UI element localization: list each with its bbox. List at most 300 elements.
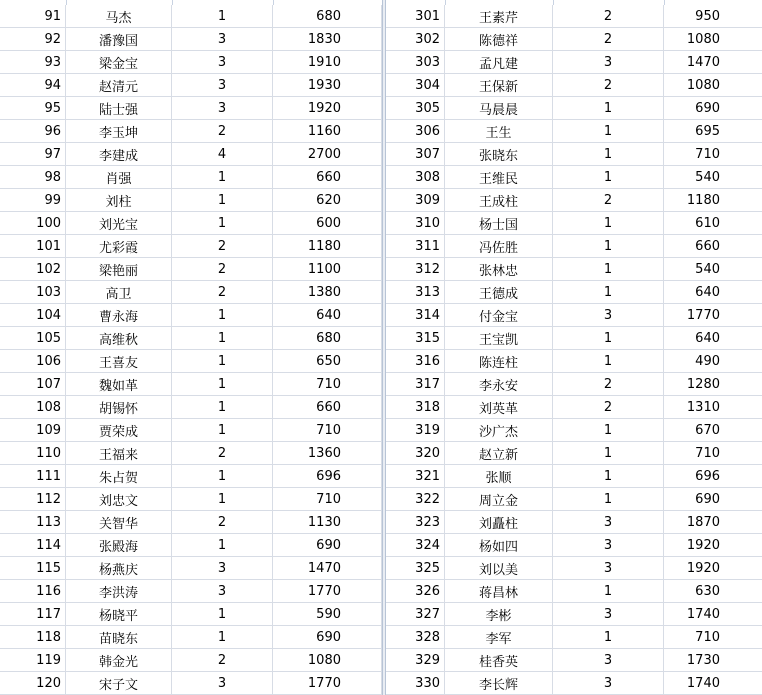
amount-cell[interactable]: 600 xyxy=(273,212,382,234)
amount-cell[interactable]: 1910 xyxy=(273,51,382,73)
table-row xyxy=(386,74,762,97)
name-cell[interactable]: 王福来 xyxy=(66,442,172,464)
table-row xyxy=(0,603,382,626)
name-cell[interactable]: 赵立新 xyxy=(445,442,553,464)
table-row xyxy=(386,327,762,350)
name-cell[interactable]: 刘光宝 xyxy=(66,212,172,234)
amount-cell[interactable]: 1080 xyxy=(686,77,720,93)
name-cell[interactable]: 刘英革 xyxy=(445,396,553,418)
table-row xyxy=(0,166,382,189)
count-cell[interactable]: 3 xyxy=(553,51,664,73)
count-cell[interactable]: 1 xyxy=(172,373,273,395)
row-id-cell[interactable]: 115 xyxy=(0,557,66,579)
name-cell[interactable]: 张林忠 xyxy=(445,258,553,280)
count-cell[interactable]: 2 xyxy=(553,373,664,395)
amount-cell[interactable]: 696 xyxy=(695,468,720,484)
count-cell[interactable]: 1 xyxy=(553,97,664,119)
amount-cell[interactable]: 1280 xyxy=(686,376,720,392)
name-cell[interactable]: 陆士强 xyxy=(66,97,172,119)
name-cell[interactable]: 冯佐胜 xyxy=(445,235,553,257)
table-row xyxy=(0,5,382,28)
row-id-cell[interactable]: 323 xyxy=(386,511,445,533)
count-cell[interactable]: 1 xyxy=(172,189,273,211)
table-row xyxy=(386,649,762,672)
count-cell[interactable]: 1 xyxy=(172,465,273,487)
count-cell[interactable]: 1 xyxy=(553,488,664,510)
count-cell[interactable]: 2 xyxy=(553,396,664,418)
table-row xyxy=(386,212,762,235)
row-id-cell[interactable]: 301 xyxy=(386,5,445,27)
row-id-cell[interactable]: 93 xyxy=(0,51,66,73)
table-row xyxy=(386,465,762,488)
name-cell[interactable]: 朱占贺 xyxy=(66,465,172,487)
row-id-cell[interactable]: 316 xyxy=(386,350,445,372)
name-cell[interactable]: 曹永海 xyxy=(66,304,172,326)
table-row xyxy=(386,557,762,580)
row-id-cell[interactable]: 313 xyxy=(386,281,445,303)
row-id-cell[interactable]: 116 xyxy=(0,580,66,602)
row-id-cell[interactable]: 111 xyxy=(0,465,66,487)
table-row xyxy=(386,189,762,212)
table-row xyxy=(0,28,382,51)
table-row xyxy=(0,120,382,143)
count-cell[interactable]: 1 xyxy=(172,488,273,510)
count-cell[interactable]: 1 xyxy=(553,465,664,487)
name-cell[interactable]: 张晓东 xyxy=(445,143,553,165)
count-cell[interactable]: 1 xyxy=(172,212,273,234)
amount-cell[interactable]: 1740 xyxy=(686,606,720,622)
row-id-cell[interactable]: 91 xyxy=(0,5,66,27)
count-cell[interactable]: 3 xyxy=(553,672,664,694)
name-cell[interactable]: 王德成 xyxy=(445,281,553,303)
name-cell[interactable]: 刘矗柱 xyxy=(445,511,553,533)
count-cell[interactable]: 1 xyxy=(172,419,273,441)
table-row xyxy=(386,419,762,442)
amount-cell[interactable]: 1160 xyxy=(273,120,382,142)
name-cell[interactable]: 胡锡怀 xyxy=(66,396,172,418)
count-cell[interactable]: 2 xyxy=(553,74,664,96)
table-row xyxy=(386,258,762,281)
table-row xyxy=(0,327,382,350)
amount-cell[interactable]: 590 xyxy=(273,603,382,625)
table-row xyxy=(0,212,382,235)
table-row xyxy=(386,672,762,695)
name-cell[interactable]: 梁金宝 xyxy=(66,51,172,73)
count-cell[interactable]: 3 xyxy=(553,304,664,326)
table-row xyxy=(0,672,382,695)
table-row xyxy=(0,97,382,120)
table-row xyxy=(386,373,762,396)
name-cell[interactable]: 陈连柱 xyxy=(445,350,553,372)
row-id-cell[interactable]: 310 xyxy=(386,212,445,234)
count-cell[interactable]: 3 xyxy=(172,28,273,50)
count-cell[interactable]: 3 xyxy=(172,51,273,73)
name-cell[interactable]: 李永安 xyxy=(445,373,553,395)
amount-cell[interactable]: 690 xyxy=(695,491,720,507)
table-row xyxy=(0,51,382,74)
row-id-cell[interactable]: 119 xyxy=(0,649,66,671)
row-id-cell[interactable]: 117 xyxy=(0,603,66,625)
table-row xyxy=(386,28,762,51)
amount-cell[interactable]: 1380 xyxy=(273,281,382,303)
amount-cell[interactable]: 680 xyxy=(273,5,382,27)
count-cell[interactable]: 1 xyxy=(172,396,273,418)
table-row xyxy=(386,396,762,419)
amount-cell[interactable]: 1180 xyxy=(273,235,382,257)
count-cell[interactable]: 1 xyxy=(172,534,273,556)
table-row xyxy=(0,511,382,534)
amount-cell[interactable]: 490 xyxy=(695,353,720,369)
table-row xyxy=(0,580,382,603)
amount-cell[interactable]: 1770 xyxy=(273,580,382,602)
table-row xyxy=(0,304,382,327)
table-row xyxy=(386,166,762,189)
amount-cell[interactable]: 1770 xyxy=(273,672,382,694)
name-cell[interactable]: 孟凡建 xyxy=(445,51,553,73)
count-cell[interactable]: 1 xyxy=(553,281,664,303)
row-id-cell[interactable]: 311 xyxy=(386,235,445,257)
row-id-cell[interactable]: 303 xyxy=(386,51,445,73)
count-cell[interactable]: 1 xyxy=(553,258,664,280)
row-id-cell[interactable]: 312 xyxy=(386,258,445,280)
count-cell[interactable]: 1 xyxy=(553,580,664,602)
amount-cell[interactable]: 1080 xyxy=(273,649,382,671)
name-cell[interactable]: 高维秋 xyxy=(66,327,172,349)
table-row xyxy=(386,304,762,327)
name-cell[interactable]: 刘以美 xyxy=(445,557,553,579)
table-row xyxy=(0,373,382,396)
count-cell[interactable]: 3 xyxy=(172,557,273,579)
row-id-cell[interactable]: 113 xyxy=(0,511,66,533)
name-cell[interactable]: 沙广杰 xyxy=(445,419,553,441)
count-cell[interactable]: 1 xyxy=(172,350,273,372)
amount-cell[interactable]: 1920 xyxy=(686,560,720,576)
row-id-cell[interactable]: 103 xyxy=(0,281,66,303)
row-id-cell[interactable]: 96 xyxy=(0,120,66,142)
row-id-cell[interactable]: 305 xyxy=(386,97,445,119)
table-row xyxy=(0,235,382,258)
name-cell[interactable]: 宋子文 xyxy=(66,672,172,694)
count-cell[interactable]: 2 xyxy=(172,442,273,464)
amount-cell[interactable]: 710 xyxy=(273,419,382,441)
name-cell[interactable]: 赵清元 xyxy=(66,74,172,96)
amount-cell[interactable]: 1730 xyxy=(686,652,720,668)
amount-cell[interactable]: 1920 xyxy=(686,537,720,553)
table-row xyxy=(0,350,382,373)
count-cell[interactable]: 3 xyxy=(172,672,273,694)
row-id-cell[interactable]: 307 xyxy=(386,143,445,165)
amount-cell[interactable]: 660 xyxy=(695,238,720,254)
table-row xyxy=(0,488,382,511)
count-cell[interactable]: 2 xyxy=(172,258,273,280)
amount-cell[interactable]: 710 xyxy=(273,373,382,395)
row-id-cell[interactable]: 314 xyxy=(386,304,445,326)
amount-cell[interactable]: 690 xyxy=(273,626,382,648)
name-cell[interactable]: 王维民 xyxy=(445,166,553,188)
row-id-cell[interactable]: 120 xyxy=(0,672,66,694)
row-id-cell[interactable]: 92 xyxy=(0,28,66,50)
name-cell[interactable]: 王生 xyxy=(445,120,553,142)
amount-cell[interactable]: 2700 xyxy=(273,143,382,165)
amount-cell[interactable]: 640 xyxy=(273,304,382,326)
name-cell[interactable]: 尤彩霞 xyxy=(66,235,172,257)
row-id-cell[interactable]: 95 xyxy=(0,97,66,119)
row-id-cell[interactable]: 105 xyxy=(0,327,66,349)
name-cell[interactable]: 高卫 xyxy=(66,281,172,303)
row-id-cell[interactable]: 322 xyxy=(386,488,445,510)
name-cell[interactable]: 潘豫国 xyxy=(66,28,172,50)
name-cell[interactable]: 王素芹 xyxy=(445,5,553,27)
name-cell[interactable]: 蒋昌林 xyxy=(445,580,553,602)
row-id-cell[interactable]: 100 xyxy=(0,212,66,234)
row-id-cell[interactable]: 118 xyxy=(0,626,66,648)
name-cell[interactable]: 李彬 xyxy=(445,603,553,625)
count-cell[interactable]: 1 xyxy=(172,304,273,326)
name-cell[interactable]: 李长辉 xyxy=(445,672,553,694)
name-cell[interactable]: 李洪涛 xyxy=(66,580,172,602)
name-cell[interactable]: 李建成 xyxy=(66,143,172,165)
name-cell[interactable]: 梁艳丽 xyxy=(66,258,172,280)
amount-cell[interactable]: 1770 xyxy=(686,307,720,323)
count-cell[interactable]: 1 xyxy=(553,350,664,372)
table-row xyxy=(386,534,762,557)
row-id-cell[interactable]: 319 xyxy=(386,419,445,441)
name-cell[interactable]: 杨士国 xyxy=(445,212,553,234)
amount-cell[interactable]: 540 xyxy=(695,261,720,277)
count-cell[interactable]: 1 xyxy=(553,442,664,464)
row-id-cell[interactable]: 306 xyxy=(386,120,445,142)
row-id-cell[interactable]: 317 xyxy=(386,373,445,395)
amount-cell[interactable]: 1740 xyxy=(686,675,720,691)
count-cell[interactable]: 3 xyxy=(172,97,273,119)
name-cell[interactable]: 张殿海 xyxy=(66,534,172,556)
count-cell[interactable]: 1 xyxy=(553,626,664,648)
name-cell[interactable]: 陈德祥 xyxy=(445,28,553,50)
table-row xyxy=(386,5,762,28)
amount-cell[interactable]: 640 xyxy=(695,284,720,300)
amount-cell[interactable]: 670 xyxy=(695,422,720,438)
count-cell[interactable]: 4 xyxy=(172,143,273,165)
row-id-cell[interactable]: 106 xyxy=(0,350,66,372)
count-cell[interactable]: 2 xyxy=(172,281,273,303)
amount-cell[interactable]: 695 xyxy=(695,123,720,139)
amount-cell[interactable]: 1920 xyxy=(273,97,382,119)
table-row xyxy=(386,51,762,74)
row-id-cell[interactable]: 99 xyxy=(0,189,66,211)
count-cell[interactable]: 1 xyxy=(553,327,664,349)
name-cell[interactable]: 周立金 xyxy=(445,488,553,510)
table-row xyxy=(0,258,382,281)
table-row xyxy=(386,511,762,534)
row-id-cell[interactable]: 107 xyxy=(0,373,66,395)
count-cell[interactable]: 2 xyxy=(172,511,273,533)
name-cell[interactable]: 贾荣成 xyxy=(66,419,172,441)
row-id-cell[interactable]: 308 xyxy=(386,166,445,188)
row-id-cell[interactable]: 327 xyxy=(386,603,445,625)
name-cell[interactable]: 杨如四 xyxy=(445,534,553,556)
row-id-cell[interactable]: 326 xyxy=(386,580,445,602)
amount-cell[interactable]: 620 xyxy=(273,189,382,211)
count-cell[interactable]: 1 xyxy=(553,212,664,234)
count-cell[interactable]: 3 xyxy=(553,649,664,671)
count-cell[interactable]: 1 xyxy=(172,626,273,648)
row-id-cell[interactable]: 104 xyxy=(0,304,66,326)
table-row xyxy=(386,143,762,166)
table-row xyxy=(0,442,382,465)
name-cell[interactable]: 王保新 xyxy=(445,74,553,96)
table-row xyxy=(386,488,762,511)
table-row xyxy=(386,97,762,120)
count-cell[interactable]: 3 xyxy=(553,511,664,533)
row-id-cell[interactable]: 315 xyxy=(386,327,445,349)
table-row xyxy=(0,534,382,557)
amount-cell[interactable]: 710 xyxy=(695,629,720,645)
row-id-cell[interactable]: 94 xyxy=(0,74,66,96)
name-cell[interactable]: 魏如革 xyxy=(66,373,172,395)
table-row xyxy=(0,396,382,419)
row-id-cell[interactable]: 108 xyxy=(0,396,66,418)
amount-cell[interactable]: 660 xyxy=(273,396,382,418)
row-id-cell[interactable]: 321 xyxy=(386,465,445,487)
count-cell[interactable]: 1 xyxy=(553,235,664,257)
amount-cell[interactable]: 1830 xyxy=(273,28,382,50)
count-cell[interactable]: 1 xyxy=(172,327,273,349)
amount-cell[interactable]: 1100 xyxy=(273,258,382,280)
table-row xyxy=(386,350,762,373)
count-cell[interactable]: 3 xyxy=(172,580,273,602)
amount-cell[interactable]: 650 xyxy=(273,350,382,372)
name-cell[interactable]: 桂香英 xyxy=(445,649,553,671)
count-cell[interactable]: 3 xyxy=(553,557,664,579)
row-id-cell[interactable]: 110 xyxy=(0,442,66,464)
amount-cell[interactable]: 1080 xyxy=(686,31,720,47)
count-cell[interactable]: 1 xyxy=(553,143,664,165)
amount-cell[interactable]: 630 xyxy=(695,583,720,599)
count-cell[interactable]: 2 xyxy=(172,235,273,257)
amount-cell[interactable]: 1360 xyxy=(273,442,382,464)
name-cell[interactable]: 韩金光 xyxy=(66,649,172,671)
row-id-cell[interactable]: 112 xyxy=(0,488,66,510)
amount-cell[interactable]: 950 xyxy=(695,8,720,24)
name-cell[interactable]: 关智华 xyxy=(66,511,172,533)
amount-cell[interactable]: 1130 xyxy=(273,511,382,533)
amount-cell[interactable]: 680 xyxy=(273,327,382,349)
count-cell[interactable]: 2 xyxy=(172,120,273,142)
row-id-cell[interactable]: 320 xyxy=(386,442,445,464)
name-cell[interactable]: 杨晓平 xyxy=(66,603,172,625)
left-table xyxy=(0,5,382,695)
table-row xyxy=(0,143,382,166)
name-cell[interactable]: 苗晓东 xyxy=(66,626,172,648)
row-id-cell[interactable]: 324 xyxy=(386,534,445,556)
count-cell[interactable]: 1 xyxy=(553,166,664,188)
count-cell[interactable]: 3 xyxy=(172,74,273,96)
count-cell[interactable]: 2 xyxy=(553,28,664,50)
right-table xyxy=(386,5,762,695)
amount-cell[interactable]: 1470 xyxy=(686,54,720,70)
amount-cell[interactable]: 540 xyxy=(695,169,720,185)
count-cell[interactable]: 1 xyxy=(553,419,664,441)
row-id-cell[interactable]: 102 xyxy=(0,258,66,280)
name-cell[interactable]: 肖强 xyxy=(66,166,172,188)
row-id-cell[interactable]: 302 xyxy=(386,28,445,50)
table-row xyxy=(386,442,762,465)
row-id-cell[interactable]: 109 xyxy=(0,419,66,441)
amount-cell[interactable]: 1180 xyxy=(686,192,720,208)
name-cell[interactable]: 李玉坤 xyxy=(66,120,172,142)
row-id-cell[interactable]: 330 xyxy=(386,672,445,694)
table-row xyxy=(386,281,762,304)
table-row xyxy=(386,626,762,649)
name-cell[interactable]: 付金宝 xyxy=(445,304,553,326)
name-cell[interactable]: 王喜友 xyxy=(66,350,172,372)
amount-cell[interactable]: 1470 xyxy=(273,557,382,579)
amount-cell[interactable]: 660 xyxy=(273,166,382,188)
amount-cell[interactable]: 710 xyxy=(273,488,382,510)
name-cell[interactable]: 刘忠文 xyxy=(66,488,172,510)
row-id-cell[interactable]: 101 xyxy=(0,235,66,257)
amount-cell[interactable]: 696 xyxy=(273,465,382,487)
amount-cell[interactable]: 690 xyxy=(273,534,382,556)
name-cell[interactable]: 杨燕庆 xyxy=(66,557,172,579)
table-row xyxy=(0,465,382,488)
name-cell[interactable]: 马杰 xyxy=(66,5,172,27)
amount-cell[interactable]: 690 xyxy=(695,100,720,116)
row-id-cell[interactable]: 98 xyxy=(0,166,66,188)
amount-cell[interactable]: 640 xyxy=(695,330,720,346)
count-cell[interactable]: 1 xyxy=(553,120,664,142)
amount-cell[interactable]: 710 xyxy=(695,146,720,162)
row-id-cell[interactable]: 97 xyxy=(0,143,66,165)
name-cell[interactable]: 王宝凯 xyxy=(445,327,553,349)
amount-cell[interactable]: 610 xyxy=(695,215,720,231)
amount-cell[interactable]: 710 xyxy=(695,445,720,461)
table-row xyxy=(0,189,382,212)
row-id-cell[interactable]: 304 xyxy=(386,74,445,96)
name-cell[interactable]: 李军 xyxy=(445,626,553,648)
count-cell[interactable]: 2 xyxy=(172,649,273,671)
row-id-cell[interactable]: 325 xyxy=(386,557,445,579)
table-row xyxy=(386,235,762,258)
amount-cell[interactable]: 1870 xyxy=(686,514,720,530)
name-cell[interactable]: 张顺 xyxy=(445,465,553,487)
row-id-cell[interactable]: 328 xyxy=(386,626,445,648)
count-cell[interactable]: 1 xyxy=(172,5,273,27)
count-cell[interactable]: 3 xyxy=(553,534,664,556)
count-cell[interactable]: 2 xyxy=(553,189,664,211)
table-row xyxy=(386,580,762,603)
row-id-cell[interactable]: 114 xyxy=(0,534,66,556)
count-cell[interactable]: 1 xyxy=(172,166,273,188)
table-row xyxy=(386,120,762,143)
table-row xyxy=(0,419,382,442)
name-cell[interactable]: 马晨晨 xyxy=(445,97,553,119)
name-cell[interactable]: 刘柱 xyxy=(66,189,172,211)
row-id-cell[interactable]: 309 xyxy=(386,189,445,211)
table-row xyxy=(0,626,382,649)
table-row xyxy=(0,74,382,97)
count-cell[interactable]: 3 xyxy=(553,603,664,625)
row-id-cell[interactable]: 329 xyxy=(386,649,445,671)
amount-cell[interactable]: 1310 xyxy=(686,399,720,415)
name-cell[interactable]: 王成柱 xyxy=(445,189,553,211)
row-id-cell[interactable]: 318 xyxy=(386,396,445,418)
table-row xyxy=(0,281,382,304)
count-cell[interactable]: 2 xyxy=(553,5,664,27)
amount-cell[interactable]: 1930 xyxy=(273,74,382,96)
count-cell[interactable]: 1 xyxy=(172,603,273,625)
table-row xyxy=(0,557,382,580)
